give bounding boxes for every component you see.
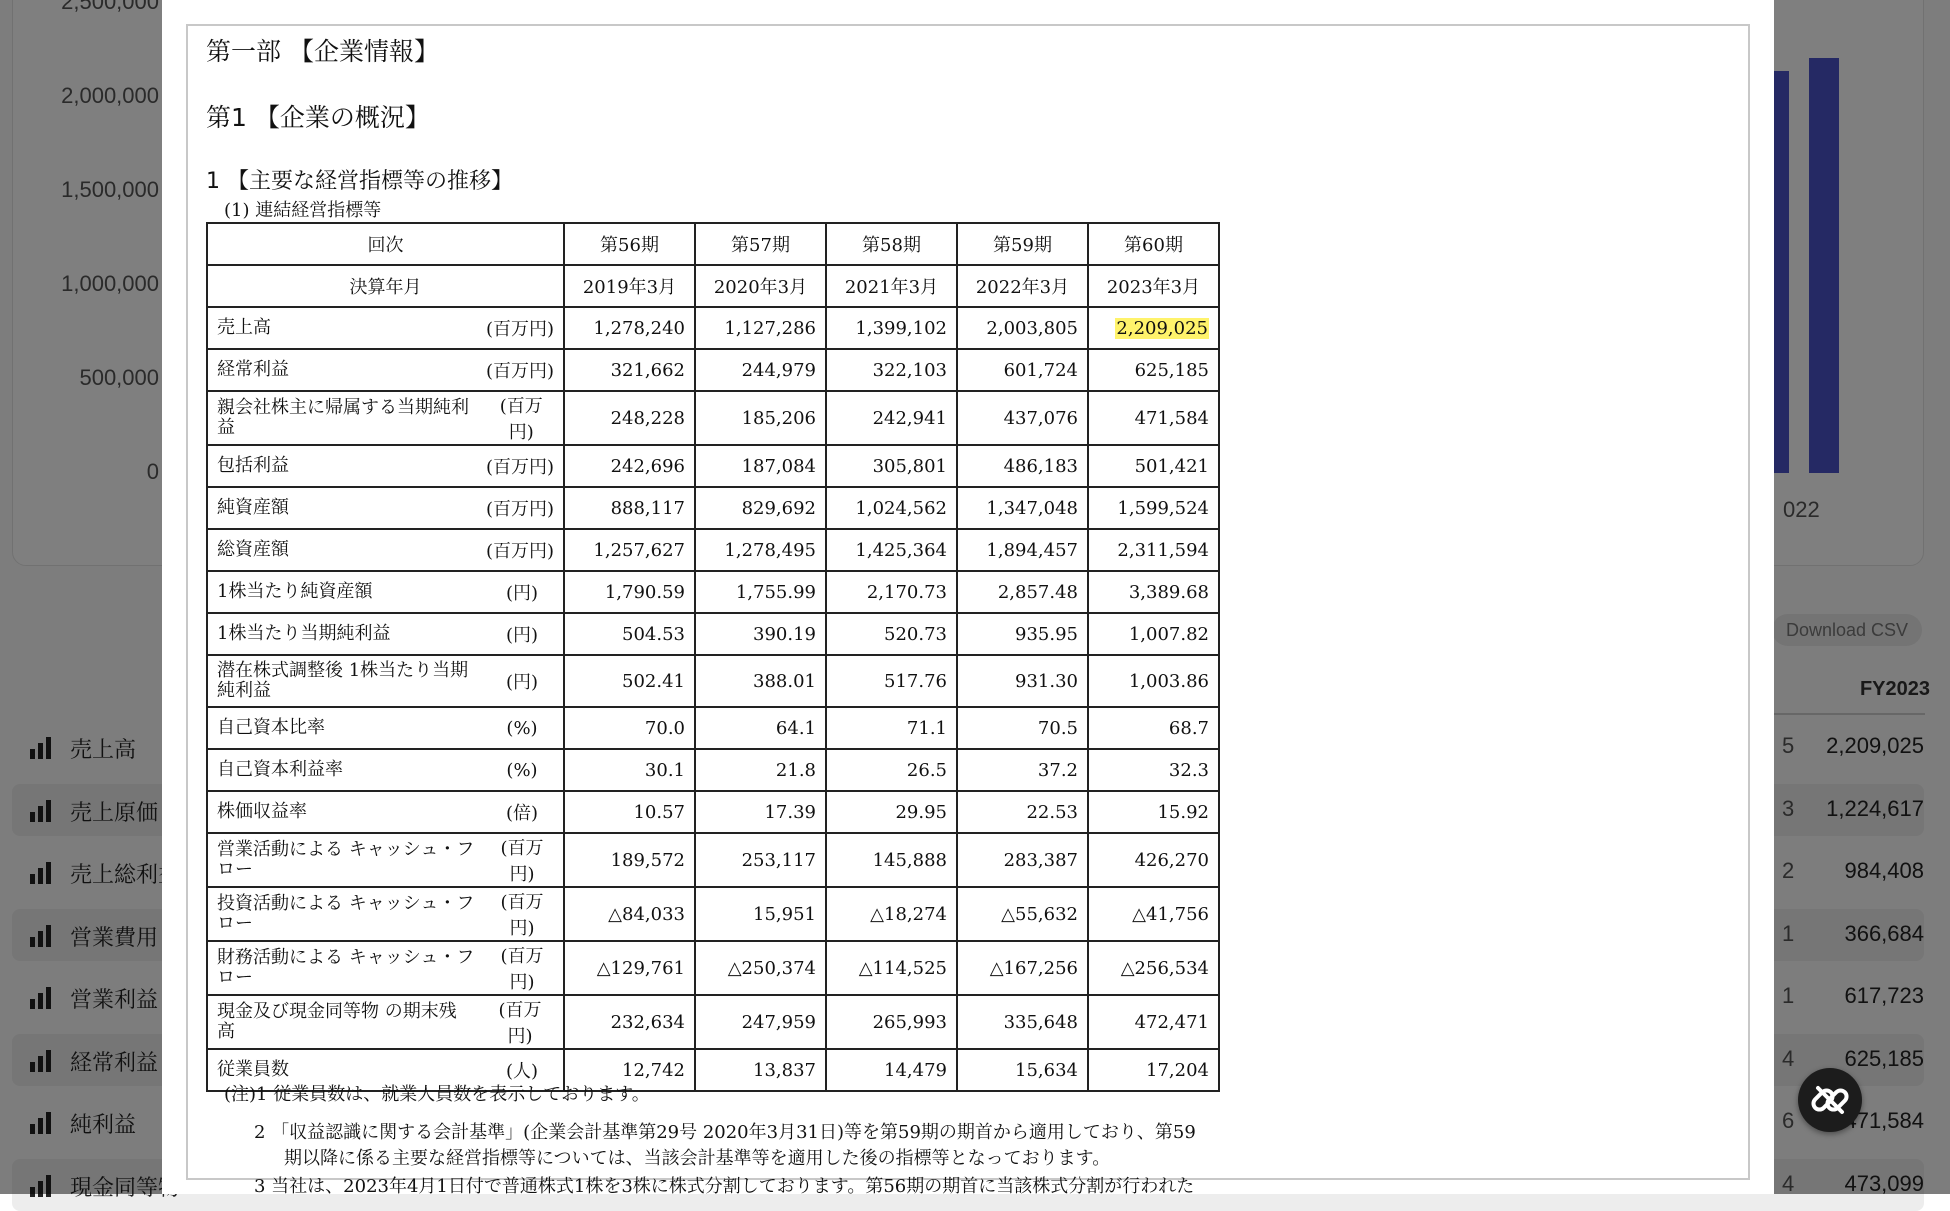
row-label-cell [207,707,564,749]
table-row [207,887,1219,941]
row-label-cell [207,445,564,487]
value-cell: 1,003.86 [1088,655,1219,707]
table-row [207,307,1219,349]
note-line: 期以降に係る主要な経営指標等については、当該会計基準等を適用した後の指標等となっております。 [284,1148,1111,1169]
table-row [207,791,1219,833]
row-unit: (円) [505,625,539,646]
row-unit: (百万円) [500,838,544,885]
value-cell: 21.8 [695,749,826,791]
row-name: 現金及び現金同等物 の期末残高 [217,1001,457,1042]
value-cell: 322,103 [826,349,957,391]
date-header: 2022年3月 [957,265,1088,307]
subsection-title: (1) 連結経営指標等 [224,200,382,221]
table-row [207,655,1219,707]
value-cell: 189,572 [564,833,695,887]
value-cell: 935.95 [957,613,1088,655]
note-line: (注)1 従業員数は、就業人員数を表示しております。 [224,1084,650,1105]
table-row [207,995,1219,1049]
value-cell: 265,993 [826,995,957,1049]
value-cell: 472,471 [1088,995,1219,1049]
row-name: 従業員数 [217,1059,289,1080]
value-cell: 502.41 [564,655,695,707]
row-label-cell [207,349,564,391]
value-cell: 22.53 [957,791,1088,833]
value-cell [1088,307,1219,349]
period-header: 第57期 [695,223,826,265]
value-cell: 486,183 [957,445,1088,487]
value-cell: 232,634 [564,995,695,1049]
value-cell: 2,311,594 [1088,529,1219,571]
value-cell: 187,084 [695,445,826,487]
value-cell: 15,951 [695,887,826,941]
value-cell: 625,185 [1088,349,1219,391]
value-cell: 517.76 [826,655,957,707]
row-name: 総資産額 [217,539,289,560]
value-cell: 335,648 [957,995,1088,1049]
value-cell: 1,278,240 [564,307,695,349]
highlighted-value: 2,209,025 [1116,317,1208,339]
value-cell: 64.1 [695,707,826,749]
value-cell: 70.0 [564,707,695,749]
row-unit: (百万円) [485,319,554,340]
value-cell: 888,117 [564,487,695,529]
row-label-cell [207,571,564,613]
value-cell: 283,387 [957,833,1088,887]
table-row [207,349,1219,391]
row-label-cell [207,529,564,571]
document-viewer-modal [162,0,1774,1197]
row-name: 自己資本利益率 [217,759,343,780]
value-cell: 242,696 [564,445,695,487]
row-label-cell [207,887,564,941]
value-cell: 829,692 [695,487,826,529]
row-name: 財務活動による キャッシュ・フロー [217,947,475,988]
row-unit: (百万円) [498,1000,542,1047]
table-row [207,749,1219,791]
date-header: 2021年3月 [826,265,957,307]
row-unit: (%) [506,759,538,781]
value-cell: 471,584 [1088,391,1219,445]
value-cell: 15.92 [1088,791,1219,833]
value-cell: 248,228 [564,391,695,445]
copy-link-button[interactable] [1798,1068,1862,1132]
value-cell: △18,274 [826,887,957,941]
row-name: 営業活動による キャッシュ・フロー [217,839,475,880]
row-unit: (倍) [505,803,539,824]
table-row [207,487,1219,529]
value-cell: 253,117 [695,833,826,887]
value-cell: 321,662 [564,349,695,391]
value-cell: 12,742 [564,1049,695,1091]
value-cell: 1,755.99 [695,571,826,613]
header-round-label: 回次 [207,223,564,265]
row-unit: (百万円) [499,396,543,443]
row-name: 親会社株主に帰属する当期純利益 [217,397,469,438]
value-cell: 1,127,286 [695,307,826,349]
row-unit: (円) [505,672,539,693]
row-name: 経常利益 [217,359,289,380]
value-cell: 13,837 [695,1049,826,1091]
value-cell: △167,256 [957,941,1088,995]
row-unit: (百万円) [485,457,554,478]
row-name: 純資産額 [217,497,289,518]
row-unit: (人) [505,1061,539,1082]
value-cell: 15,634 [957,1049,1088,1091]
row-unit: (百万円) [500,946,544,993]
link-icon [1798,1068,1862,1132]
value-cell: △250,374 [695,941,826,995]
value-cell: 601,724 [957,349,1088,391]
value-cell: △114,525 [826,941,957,995]
row-name: 自己資本比率 [217,717,325,738]
row-unit: (百万円) [485,499,554,520]
financial-indicators-table [206,222,1220,1092]
table-row [207,391,1219,445]
table-row [207,529,1219,571]
value-cell: 1,278,495 [695,529,826,571]
value-cell: 390.19 [695,613,826,655]
value-cell: △55,632 [957,887,1088,941]
value-cell: 388.01 [695,655,826,707]
row-name: 1株当たり純資産額 [217,581,373,602]
row-name: 売上高 [217,317,271,338]
value-cell: 10.57 [564,791,695,833]
value-cell: 1,024,562 [826,487,957,529]
table-row [207,833,1219,887]
chapter-title: 第1 【企業の概況】 [206,103,430,132]
value-cell: 37.2 [957,749,1088,791]
row-unit: (円) [505,583,539,604]
value-cell: 1,007.82 [1088,613,1219,655]
value-cell: 1,347,048 [957,487,1088,529]
row-unit: (百万円) [485,541,554,562]
value-cell: 1,257,627 [564,529,695,571]
row-label-cell [207,941,564,995]
value-cell: 2,003,805 [957,307,1088,349]
value-cell: 426,270 [1088,833,1219,887]
date-header: 2019年3月 [564,265,695,307]
table-row [207,941,1219,995]
value-cell: 30.1 [564,749,695,791]
table-header-row [207,223,1219,265]
value-cell: 70.5 [957,707,1088,749]
value-cell: △129,761 [564,941,695,995]
value-cell: 2,857.48 [957,571,1088,613]
value-cell: 244,979 [695,349,826,391]
table-row [207,571,1219,613]
note-line: 3 当社は、2023年4月1日付で普通株式1株を3株に株式分割しております。第56期の期首に当該株式分割が行われた [254,1176,1195,1197]
value-cell: 520.73 [826,613,957,655]
row-name: 1株当たり当期純利益 [217,623,391,644]
value-cell: 68.7 [1088,707,1219,749]
row-label-cell [207,391,564,445]
value-cell: △84,033 [564,887,695,941]
table-row [207,707,1219,749]
row-label-cell [207,833,564,887]
value-cell: 3,389.68 [1088,571,1219,613]
note-line: 2 「収益認識に関する会計基準」(企業会計基準第29号 2020年3月31日)等を第59期の期首から適用しており、第59 [254,1122,1196,1143]
value-cell: 17.39 [695,791,826,833]
section-title: 1 【主要な経営指標等の推移】 [206,169,513,194]
value-cell: 26.5 [826,749,957,791]
value-cell: 1,425,364 [826,529,957,571]
value-cell: 247,959 [695,995,826,1049]
value-cell: 17,204 [1088,1049,1219,1091]
value-cell: 931.30 [957,655,1088,707]
value-cell: 29.95 [826,791,957,833]
value-cell: 305,801 [826,445,957,487]
value-cell: 437,076 [957,391,1088,445]
value-cell: 242,941 [826,391,957,445]
value-cell: 145,888 [826,833,957,887]
header-date-label: 決算年月 [207,265,564,307]
value-cell: 1,894,457 [957,529,1088,571]
table-date-row [207,265,1219,307]
date-header: 2023年3月 [1088,265,1219,307]
row-label-cell [207,749,564,791]
value-cell: 501,421 [1088,445,1219,487]
period-header: 第59期 [957,223,1088,265]
document-page [186,24,1750,1197]
value-cell: 2,170.73 [826,571,957,613]
row-name: 潜在株式調整後 1株当たり当期純利益 [217,660,469,701]
value-cell: △41,756 [1088,887,1219,941]
row-label-cell [207,655,564,707]
period-header: 第58期 [826,223,957,265]
period-header: 第56期 [564,223,695,265]
part-title: 第一部 【企業情報】 [206,37,439,66]
value-cell: 1,399,102 [826,307,957,349]
date-header: 2020年3月 [695,265,826,307]
value-cell: 1,599,524 [1088,487,1219,529]
row-unit: (百万円) [485,361,554,382]
table-row [207,445,1219,487]
row-name: 包括利益 [217,455,289,476]
value-cell: 14,479 [826,1049,957,1091]
value-cell: 32.3 [1088,749,1219,791]
value-cell: △256,534 [1088,941,1219,995]
row-label-cell [207,487,564,529]
value-cell: 71.1 [826,707,957,749]
table-row [207,613,1219,655]
row-label-cell [207,995,564,1049]
row-name: 株価収益率 [217,801,307,822]
value-cell: 1,790.59 [564,571,695,613]
row-label-cell [207,307,564,349]
value-cell: 504.53 [564,613,695,655]
row-label-cell [207,613,564,655]
row-name: 投資活動による キャッシュ・フロー [217,893,475,934]
value-cell: 185,206 [695,391,826,445]
row-label-cell [207,791,564,833]
row-unit: (%) [506,717,538,739]
row-unit: (百万円) [500,892,544,939]
period-header: 第60期 [1088,223,1219,265]
